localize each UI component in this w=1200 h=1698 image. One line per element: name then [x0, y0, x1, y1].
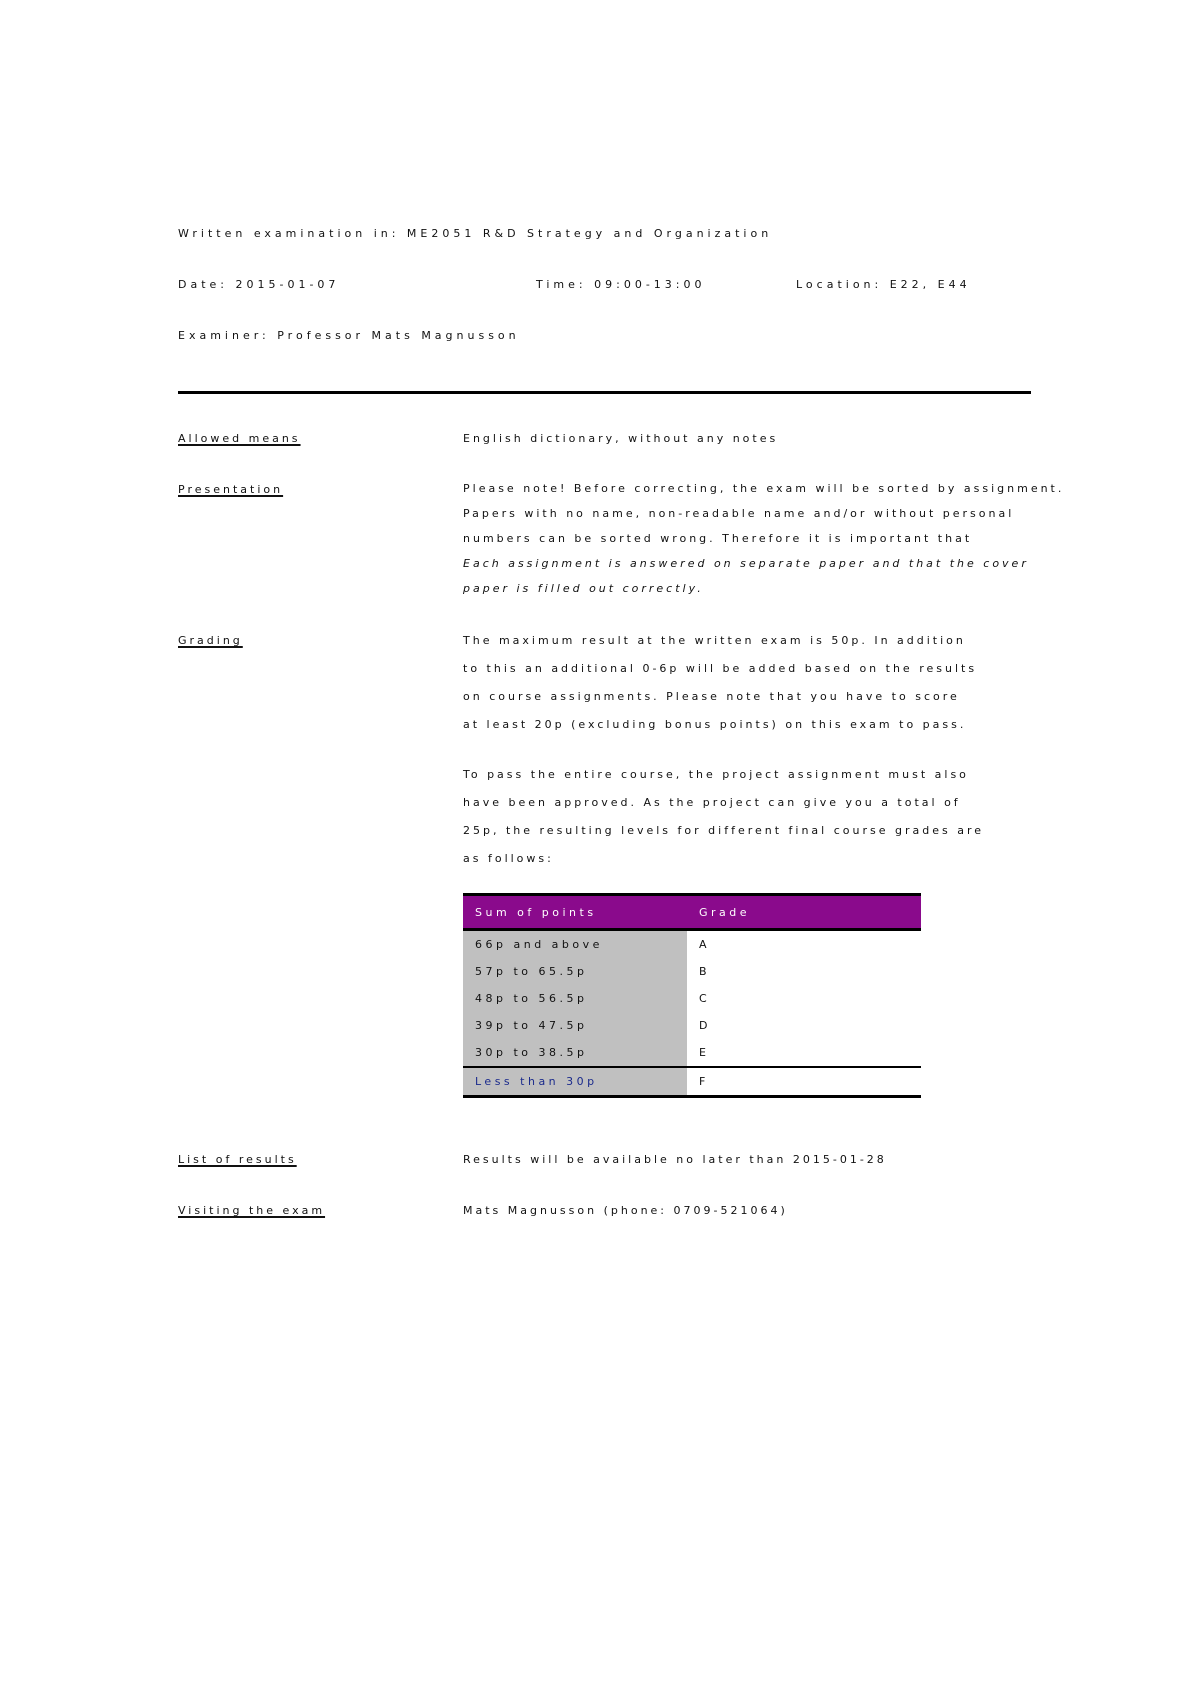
grading-line: as follows: [463, 852, 554, 865]
exam-examiner: Examiner: Professor Mats Magnusson [178, 329, 520, 342]
grading-line: to this an additional 0-6p will be added based on the results [463, 662, 978, 675]
visiting-text: Mats Magnusson (phone: 0709-521064) [463, 1204, 788, 1217]
grading-line: To pass the entire course, the project assignment must also [463, 768, 969, 781]
header-sum-of-points: Sum of points [463, 895, 687, 930]
presentation-line: Papers with no name, non-readable name and/or without personal [463, 507, 1015, 520]
grading-paragraph-1 [463, 627, 1063, 739]
grade-cell: F [687, 1067, 921, 1097]
grade-table [463, 893, 921, 1098]
points-cell: 39p to 47.5p [463, 1012, 687, 1039]
presentation-line: Please note! Before correcting, the exam will be sorted by assignment. [463, 482, 1065, 495]
table-row [463, 930, 921, 959]
grade-table-header [463, 895, 921, 930]
exam-title: Written examination in: ME2051 R&D Strategy and Organization [178, 227, 773, 240]
table-row [463, 1039, 921, 1067]
header-divider [178, 391, 1031, 394]
grade-cell: B [687, 958, 921, 985]
grade-cell: D [687, 1012, 921, 1039]
table-row [463, 1067, 921, 1097]
results-text: Results will be available no later than 2015-01-28 [463, 1153, 887, 1166]
grading-line: 25p, the resulting levels for different final course grades are [463, 824, 985, 837]
table-row [463, 958, 921, 985]
allowed-means-text: English dictionary, without any notes [463, 432, 779, 445]
presentation-line: Each assignment is answered on separate paper and that the cover [463, 557, 1029, 570]
allowed-means-label: Allowed means [178, 432, 301, 445]
grading-label: Grading [178, 634, 243, 647]
presentation-line: numbers can be sorted wrong. Therefore it is important that [463, 532, 973, 545]
exam-location: Location: E22, E44 [796, 278, 971, 291]
exam-time: Time: 09:00-13:00 [536, 278, 706, 291]
points-cell: 30p to 38.5p [463, 1039, 687, 1067]
points-cell: 48p to 56.5p [463, 985, 687, 1012]
grading-line: have been approved. As the project can give you a total of [463, 796, 961, 809]
table-row [463, 1012, 921, 1039]
grade-cell: E [687, 1039, 921, 1067]
header-grade: Grade [687, 895, 921, 930]
grade-cell: A [687, 930, 921, 959]
grading-line: The maximum result at the written exam is 50p. In addition [463, 634, 966, 647]
grading-paragraph-2 [463, 761, 1063, 873]
results-label: List of results [178, 1153, 297, 1166]
exam-date: Date: 2015-01-07 [178, 278, 340, 291]
presentation-label: Presentation [178, 483, 284, 496]
grading-line: at least 20p (excluding bonus points) on this exam to pass. [463, 718, 967, 731]
visiting-label: Visiting the exam [178, 1204, 326, 1217]
table-row [463, 985, 921, 1012]
points-cell: 57p to 65.5p [463, 958, 687, 985]
presentation-text [463, 476, 1063, 601]
presentation-line: paper is filled out correctly. [463, 582, 704, 595]
points-cell: Less than 30p [463, 1067, 687, 1097]
points-cell: 66p and above [463, 930, 687, 959]
grading-line: on course assignments. Please note that you have to score [463, 690, 960, 703]
grade-cell: C [687, 985, 921, 1012]
